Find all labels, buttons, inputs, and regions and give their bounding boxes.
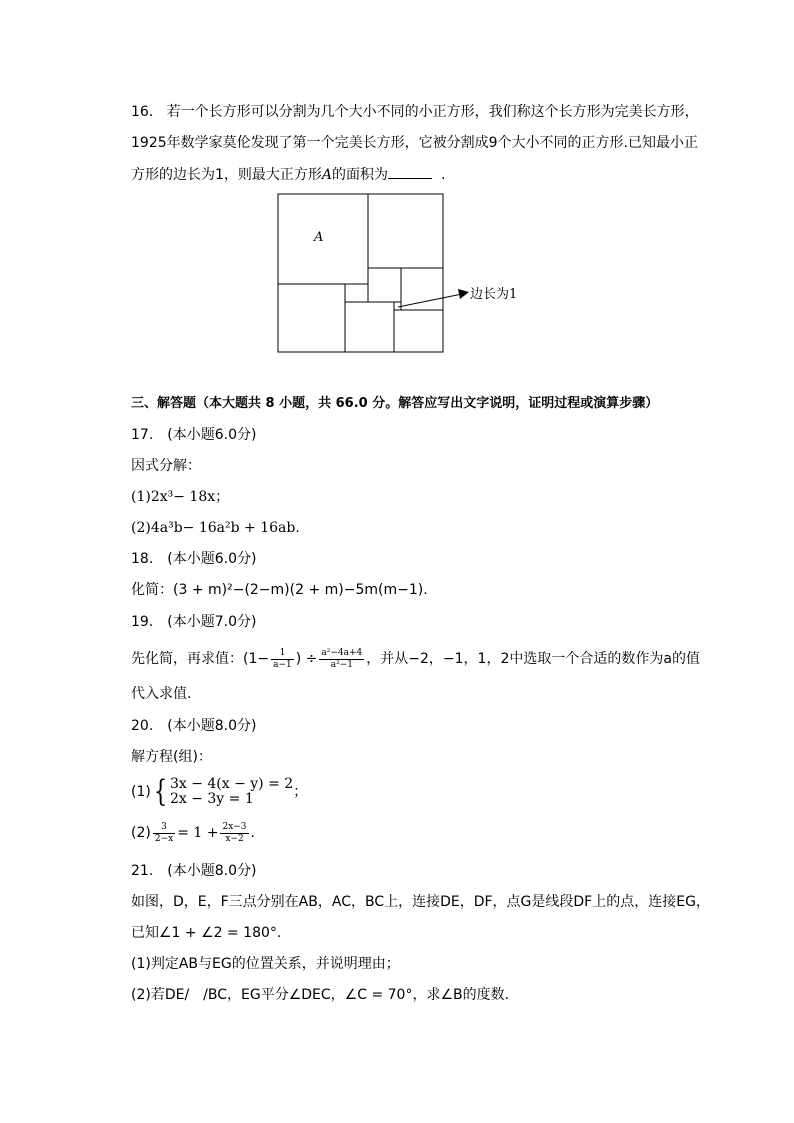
q16-number: 16. — [131, 104, 154, 120]
q18-prompt: 化简：(3 + m)²−(2−m)(2 + m)−5m(m−1). — [131, 582, 428, 598]
q16-text-3b: 的面积为 — [332, 167, 389, 183]
q16-text-1: 若一个长方形可以分割为几个大小不同的小正方形，我们称这个长方形为完美长方形， — [166, 104, 699, 120]
q17-part2: (2)4a³b− 16a²b + 16ab. — [131, 520, 300, 536]
equation-1: 3x − 4(x − y) = 2 — [169, 776, 294, 792]
q19-frac1-den: a−1 — [273, 659, 292, 670]
q20-header: 20. (本小题8.0分) — [131, 718, 257, 734]
q17-prompt: 因式分解： — [131, 458, 201, 474]
q18-header: 18. (本小题6.0分) — [131, 551, 257, 567]
equation-2: 2x − 3y = 1 — [169, 791, 254, 807]
q19-frac2-den: a²−1 — [330, 659, 353, 670]
q20-prompt: 解方程(组)： — [131, 749, 212, 765]
q16-var-a: A — [321, 167, 333, 183]
q16-end: . — [440, 167, 446, 183]
q20-part2 — [131, 820, 255, 846]
q19-frac1-num: 1 — [271, 648, 294, 660]
q19-prefix: 先化简，再求值：(1− — [131, 651, 270, 667]
q21-line3: (1)判定AB与EG的位置关系，并说明理由； — [131, 956, 400, 972]
q19-mid: ) ÷ — [295, 651, 318, 667]
q16-line2: 1925年数学家莫伦发现了第一个完美长方形，它被分割成9个大小不同的正方形.已知最小正 — [131, 135, 698, 151]
q16-line1 — [131, 102, 699, 122]
square-mid-right — [401, 268, 443, 310]
q20-fracl-den: 2−x — [154, 833, 174, 844]
q20-fracr-num: 2x−3 — [222, 821, 247, 832]
q20-part1-end: ； — [293, 784, 308, 800]
perfect-rectangle-figure — [270, 188, 560, 358]
q20-part1 — [131, 775, 307, 809]
arrow-line — [398, 294, 462, 307]
arrow-head — [458, 289, 469, 299]
square-small — [345, 284, 368, 302]
square-unit — [394, 302, 401, 310]
q20-part1-label: (1) — [131, 784, 151, 800]
answer-blank — [388, 164, 432, 179]
square-bottom-center — [345, 302, 394, 352]
q16-text-3a: 方形的边长为1，则最大正方形 — [131, 167, 322, 183]
q20-part2-end: . — [250, 825, 255, 841]
q16-line3 — [131, 164, 445, 185]
q19-fraction-1 — [271, 648, 294, 671]
arrow-label: 边长为1 — [470, 287, 518, 302]
q20-part2-label: (2) — [131, 825, 151, 841]
square-mid-left — [368, 268, 401, 302]
q19-line2: 代入求值. — [131, 686, 192, 702]
q19-header: 19. (本小题7.0分) — [131, 614, 257, 630]
q21-header: 21. (本小题8.0分) — [131, 863, 257, 879]
label-a: A — [314, 230, 324, 245]
square-top-right — [368, 194, 443, 268]
square-bottom-left — [278, 284, 345, 352]
q19-fraction-2 — [319, 648, 364, 671]
q19-line1 — [131, 646, 700, 672]
q20-fraction-right — [220, 822, 248, 845]
q20-part2-mid: = 1 + — [177, 825, 219, 841]
equation-system — [170, 777, 293, 807]
q20-fracr-den: x−2 — [225, 833, 244, 844]
q19-frac2-num: a²−4a+4 — [321, 647, 363, 658]
q17-header: 17. (本小题6.0分) — [131, 427, 257, 443]
q19-suffix: ，并从−2，−1，1，2中选取一个合适的数作为a的值 — [366, 651, 700, 667]
q17-part1: (1)2x³− 18x； — [131, 489, 230, 505]
square-bottom-right — [394, 310, 443, 352]
q21-line1: 如图，D，E，F三点分别在AB，AC，BC上，连接DE，DF，点G是线段DF上的点，连接EG， — [131, 894, 710, 910]
q20-fracl-num: 3 — [153, 822, 175, 834]
outer-rectangle — [278, 194, 443, 352]
q20-fraction-left — [153, 822, 175, 845]
system-brace: { — [153, 774, 168, 809]
section-heading: 三、解答题（本大题共 8 小题，共 66.0 分。解答应写出文字说明，证明过程或演算步骤） — [131, 396, 659, 411]
q21-line4: (2)若DE/ /BC，EG平分∠DEC，∠C = 70°，求∠B的度数. — [131, 987, 510, 1003]
q21-line2: 已知∠1 + ∠2 = 180°. — [131, 925, 282, 941]
